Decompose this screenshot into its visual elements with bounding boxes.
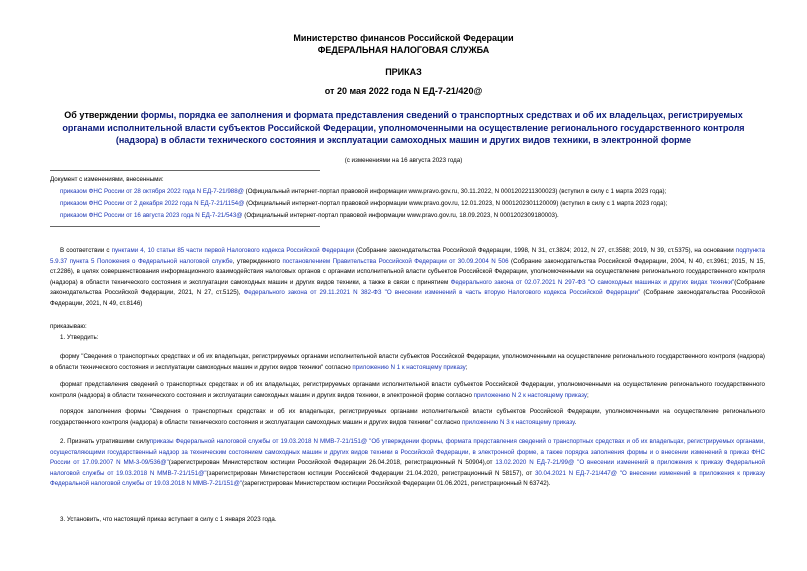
preamble-link[interactable]: постановлением Правительства Российской Федерации от 30.09.2004 N 506 xyxy=(282,257,509,265)
appendix-3-link[interactable]: приложению N 3 к настоящему приказу xyxy=(461,418,575,426)
ministry-name: Министерство финансов Российской Федерации xyxy=(293,33,514,43)
amendment-item xyxy=(50,186,770,198)
clause-text: ; xyxy=(465,363,468,371)
document-type: ПРИКАЗ xyxy=(385,67,422,77)
amendment-item xyxy=(50,210,770,222)
repealed-orders-link[interactable]: приказы Федеральной налоговой службы от 19.03.2018 N ММВ-7-21/151@ "Об утверждении формы, формата представления сведений о транспортных средствах и об их владельцах, регистрируемых органами, осуществляющими государственный надзор за техническим состоянием самоходных машин и других видов техники в Российской Федерации, в электронной форме, а также порядка заполнения формы и о внесении изменений в приказ ФНС России от 17.09.2007 N ММ-3-09/536@" xyxy=(50,438,765,466)
preamble-text: (Собрание законодательства Российской Федерации, 1998, N 31, ст.3824; 2012, N 27, ст.3588; 2019, N 39, ст.5375), на основании xyxy=(354,247,736,254)
clause-text: (зарегистрирован Министерством юстиции Российской Федерации 26.04.2018, регистрационный N 50904),от xyxy=(168,459,496,466)
clause-text: форму "Сведения о транспортных средствах и об их владельцах, регистрируемых органами исполнительной власти субъектов Российской Федерации, уполномоченными на осуществление регионального государственного контроля (надзора) в области технического состояния и эксплуатации самоходных машин и других видов техники" согласно xyxy=(50,353,765,371)
clause-format xyxy=(50,380,765,401)
clause-text: (зарегистрирован Министерством юстиции Российской Федерации 21.04.2020, регистрационный N 58157), от xyxy=(206,469,535,477)
document-date-number: от 20 мая 2022 года N ЕД-7-21/420@ xyxy=(324,86,483,96)
amendment-link[interactable]: приказом ФНС России от 16 августа 2023 года N ЕД-7-21/543@ xyxy=(60,212,243,219)
amendment-link[interactable]: приказом ФНС России от 28 октября 2022 года N ЕД-7-21/988@ xyxy=(60,188,244,195)
clause-text: порядок заполнения формы "Сведения о транспортных средствах и об их владельцах, регистрируемых органами исполнительной власти субъектов Российской Федерации, уполномоченными на осуществление регионального государственного контроля (надзора) в области технического состояния и эксплуатации самоходных машин и других видов техники" согласно xyxy=(50,408,765,426)
preamble-text: , утвержденного xyxy=(232,257,283,265)
preamble xyxy=(50,246,765,309)
clause-1: 1. Утвердить: xyxy=(60,334,99,341)
amendment-item xyxy=(50,198,770,210)
amendments-header: Документ с изменениями, внесенными: xyxy=(50,176,164,183)
clause-text: ; xyxy=(586,391,589,399)
clause-3: 3. Установить, что настоящий приказ вступает в силу с 1 января 2023 года. xyxy=(60,516,277,523)
clause-text: (зарегистрирован Министерством юстиции Российской Федерации 01.06.2021, регистрационный N 63742). xyxy=(242,480,551,487)
clause-text: формат представления сведений о транспортных средствах и об их владельцах, регистрируемых органами исполнительной власти субъектов Российской Федерации, уполномоченными на осуществление регионального государственного контроля (надзора) в области технического состояния и эксплуатации самоходных машин и других видов техники, в электронной форме согласно xyxy=(50,381,765,399)
preamble-link[interactable]: Федерального закона от 29.11.2021 N 382-ФЗ "О внесении изменений в часть вторую Налогового кодекса Российской Федерации" xyxy=(243,289,641,296)
clause-form xyxy=(50,352,765,373)
amendment-link[interactable]: приказом ФНС России от 2 декабря 2022 года N ЕД-7-21/1154@ xyxy=(60,200,245,207)
preamble-link[interactable]: подпункта 5.9.37 пункта 5 Положения о Федеральной налоговой службе xyxy=(50,247,765,265)
title-prefix: Об утверждении xyxy=(64,110,141,120)
amendment-text: (Официальный интернет-портал правовой информации www.pravo.gov.ru, 30.11.2022, N 0001202211300023) (вступил в силу с 1 марта 2023 года); xyxy=(243,188,667,195)
preamble-text: В соответствии с xyxy=(60,247,112,254)
amendment-text: (Официальный интернет-портал правовой информации www.pravo.gov.ru, 12.01.2023, N 0001202301120009) (вступил в силу с 1 марта 2023 года); xyxy=(244,200,668,207)
repealed-order-link-2021[interactable]: 30.04.2021 N ЕД-7-21/447@ "О внесении изменений в приложения к приказу Федеральной налоговой службы от 19.03.2018 N ММВ-7-21/151@" xyxy=(50,469,765,487)
preamble-text: (Собрание законодательства Российской Федерации, 2004, N 40, ст.3961; 2015, N 15, ст.2286), в целях совершенствования информационного взаимодействия налоговых органов с органами исполнительной власти субъектов Российской Федерации, уполномоченными на осуществление регионального государственного контроля (надзора) в области технического состояния и эксплуатации самоходных машин и других видов техники, а также в связи с принятием xyxy=(50,257,766,286)
repealed-order-link-2020[interactable]: 13.02.2020 N ЕД-7-21/99@ "О внесении изменений в приложения к приказу Федеральной налоговой службы от 19.03.2018 N ММВ-7-21/151@" xyxy=(50,459,766,477)
preamble-link[interactable]: пунктами 4, 10 статьи 85 части первой Налогового кодекса Российской Федерации xyxy=(111,247,355,254)
document-title xyxy=(60,109,747,147)
divider-bottom xyxy=(50,226,320,227)
prikazyvayu: приказываю: xyxy=(50,323,87,330)
service-name: ФЕДЕРАЛЬНАЯ НАЛОГОВАЯ СЛУЖБА xyxy=(317,45,490,55)
appendix-2-link[interactable]: приложению N 2 к настоящему приказу xyxy=(473,391,587,399)
divider-top xyxy=(50,170,320,171)
amendment-note: (с изменениями на 16 августа 2023 года) xyxy=(344,157,463,164)
preamble-link[interactable]: Федерального закона от 02.07.2021 N 297-ФЗ "О самоходных машинах и других видах техники" xyxy=(450,278,735,286)
appendix-1-link[interactable]: приложению N 1 к настоящему приказу xyxy=(352,363,466,371)
clause-order xyxy=(50,407,765,428)
amendment-text: (Официальный интернет-портал правовой информации www.pravo.gov.ru, 18.09.2023, N 0001202309180003). xyxy=(242,212,559,219)
clause-text: 2. Признать утратившими силу xyxy=(60,438,150,445)
clause-text: . xyxy=(574,418,577,426)
title-body: формы, порядка ее заполнения и формата представления сведений о транспортных средствах и об их владельцах, регистрируемых органами исполнительной власти субъектов Российской Федерации, уполномоченными на осуществление регионального государственного контроля (надзора) в области технического состояния и эксплуатации самоходных машин и других видов техники, в электронной форме xyxy=(62,110,745,145)
preamble-text: (Собрание законодательства Российской Федерации, 2021, N 27, ст.5125), xyxy=(50,278,765,296)
amendments-list xyxy=(50,174,770,222)
clause-2 xyxy=(50,437,765,490)
preamble-text: (Собрание законодательства Российской Федерации, 2021, N 49, ст.8146) xyxy=(50,289,765,307)
